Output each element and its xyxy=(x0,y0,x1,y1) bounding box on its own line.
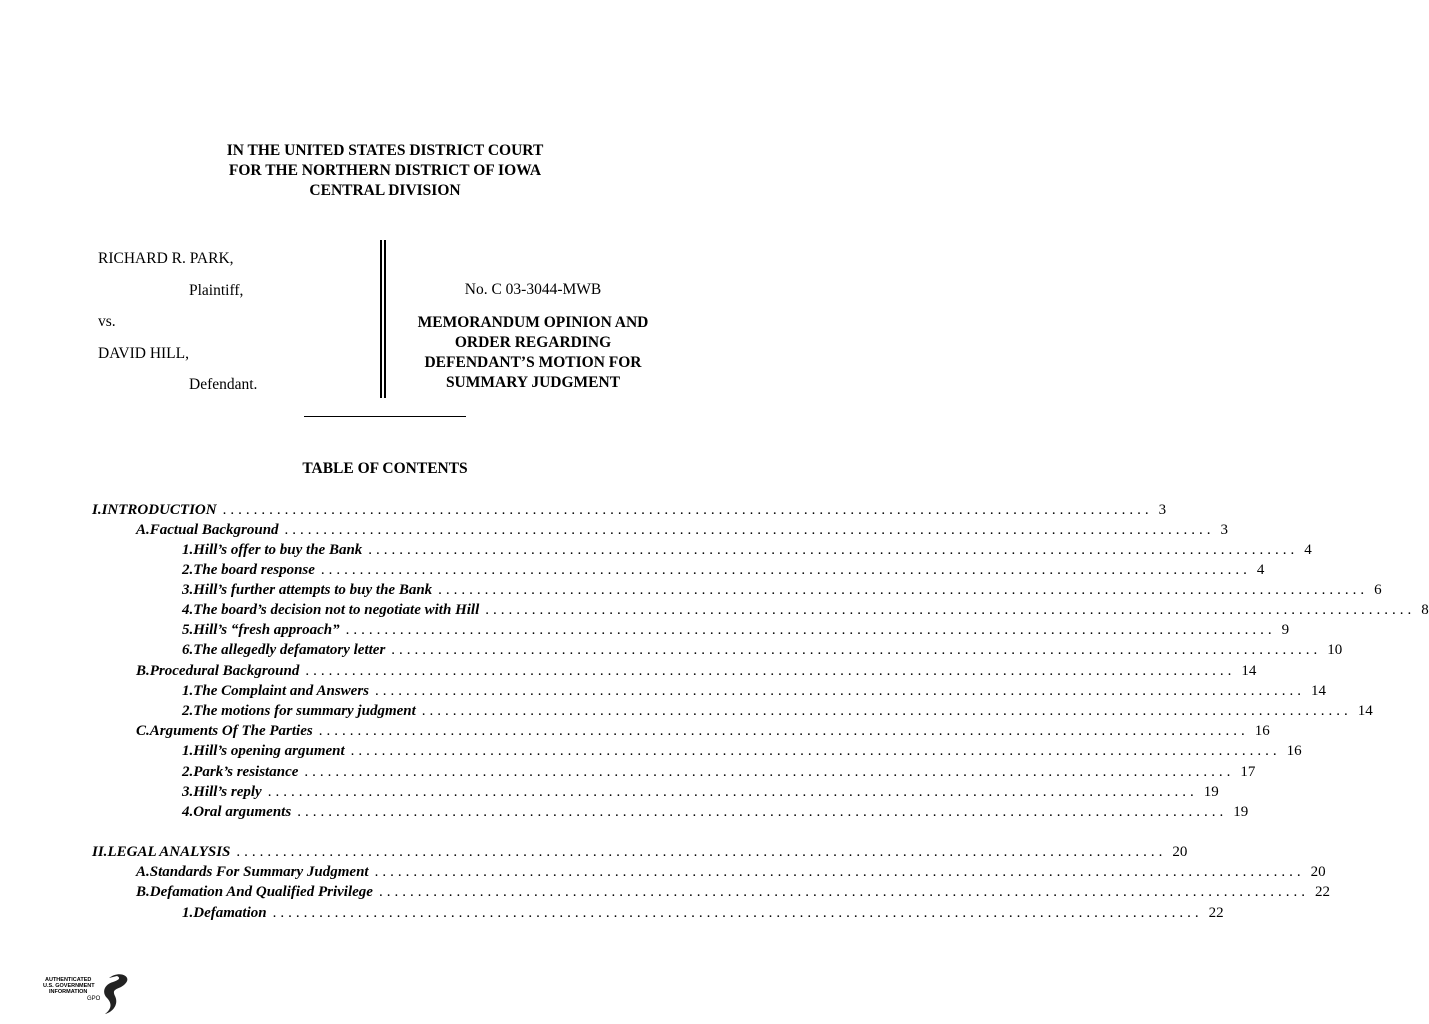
toc-entry-number: II. xyxy=(92,844,108,860)
toc-entry-label: LEGAL ANALYSIS xyxy=(107,844,231,860)
versus-label: vs. xyxy=(98,313,116,330)
toc-entry-page: 17 xyxy=(1240,764,1256,780)
toc-entry[interactable] xyxy=(182,762,1256,782)
toc-entry-number: 1. xyxy=(182,743,194,759)
toc-entry-page: 19 xyxy=(1203,784,1219,800)
toc-entry-page: 20 xyxy=(1172,844,1188,860)
toc-entry[interactable] xyxy=(136,882,1330,902)
toc-entry[interactable] xyxy=(182,802,1249,822)
toc-entry-number: A. xyxy=(136,864,150,880)
toc-entry[interactable] xyxy=(182,640,1343,660)
toc-entry[interactable] xyxy=(182,782,1219,802)
toc-entry-label: The motions for summary judgment xyxy=(193,703,416,719)
toc-entry[interactable] xyxy=(182,741,1302,761)
toc-leader-dots: ........................................................................................................................ xyxy=(272,905,1203,921)
toc-entry-label: Hill’s opening argument xyxy=(193,743,345,759)
toc-entry-page: 4 xyxy=(1256,562,1265,578)
toc-leader-dots: ........................................................................................................................ xyxy=(305,663,1236,679)
toc-entry-number: B. xyxy=(136,884,150,900)
toc-entry[interactable] xyxy=(92,500,1167,520)
toc-entry-page: 20 xyxy=(1310,864,1326,880)
toc-entry-page: 14 xyxy=(1311,683,1326,699)
document-title-line: MEMORANDUM OPINION AND xyxy=(417,314,649,331)
toc-entry-label: Arguments Of The Parties xyxy=(149,723,313,739)
toc-entry[interactable] xyxy=(182,903,1224,923)
defendant-name: DAVID HILL, xyxy=(98,345,189,362)
toc-entry-number: 2. xyxy=(182,764,194,780)
plaintiff-role: Plaintiff, xyxy=(189,282,244,299)
logo-line: AUTHENTICATED xyxy=(45,977,92,983)
plaintiff-name: RICHARD R. PARK, xyxy=(98,250,234,267)
toc-leader-dots: ........................................................................................................................ xyxy=(421,703,1352,719)
separator-line xyxy=(304,416,466,417)
logo-line: U.S. GOVERNMENT xyxy=(43,983,95,989)
toc-entry-label: The allegedly defamatory letter xyxy=(193,642,386,658)
toc-leader-dots: ........................................................................................................................ xyxy=(375,683,1305,699)
court-heading xyxy=(0,141,770,201)
document-title-line: DEFENDANT’S MOTION FOR xyxy=(424,354,642,371)
toc-entry-number: 1. xyxy=(182,905,194,921)
toc-entry-page: 6 xyxy=(1374,582,1382,598)
toc-entry-page: 4 xyxy=(1304,542,1312,558)
toc-leader-dots: ........................................................................................................................ xyxy=(485,602,1416,618)
toc-entry-number: 6. xyxy=(182,642,194,658)
toc-entry-page: 22 xyxy=(1314,884,1330,900)
court-line-3: CENTRAL DIVISION xyxy=(309,182,461,199)
toc-leader-dots: ........................................................................................................................ xyxy=(438,582,1369,598)
toc-leader-dots: ........................................................................................................................ xyxy=(222,502,1153,518)
logo-mark: GPO xyxy=(87,996,101,1002)
toc-leader-dots: ........................................................................................................................ xyxy=(350,743,1281,759)
toc-entry-label: Procedural Background xyxy=(149,663,300,679)
toc-entry-label: Standards For Summary Judgment xyxy=(149,864,369,880)
toc-entry[interactable] xyxy=(92,842,1188,862)
case-number: No. C 03-3044-MWB xyxy=(464,281,602,298)
toc-entry-label: Factual Background xyxy=(149,522,279,538)
toc-entry-page: 8 xyxy=(1421,602,1429,618)
eagle-icon xyxy=(99,972,133,1016)
toc-leader-dots: ........................................................................................................................ xyxy=(236,844,1167,860)
toc-entry-label: Hill’s offer to buy the Bank xyxy=(193,542,363,558)
defendant-role: Defendant. xyxy=(189,376,258,393)
toc-leader-dots: ........................................................................................................................ xyxy=(267,784,1198,800)
toc-entry-label: The Complaint and Answers xyxy=(193,683,369,699)
toc-entry-number: 1. xyxy=(182,542,194,558)
toc-entry[interactable] xyxy=(182,580,1382,600)
toc-entry-number: 4. xyxy=(182,602,194,618)
toc-entry[interactable] xyxy=(182,560,1265,580)
toc-entry-number: 5. xyxy=(182,622,194,638)
toc-entry-label: Oral arguments xyxy=(193,804,292,820)
document-title-line: SUMMARY JUDGMENT xyxy=(445,374,621,391)
toc-entry-page: 14 xyxy=(1357,703,1373,719)
toc-entry[interactable] xyxy=(136,862,1326,882)
toc-entry-label: The board response xyxy=(193,562,315,578)
logo-line: INFORMATION xyxy=(49,989,88,995)
toc-leader-dots: ........................................................................................................................ xyxy=(391,642,1322,658)
toc-entry-number: 3. xyxy=(182,582,194,598)
toc-entry-page: 3 xyxy=(1220,522,1229,538)
toc-leader-dots: ........................................................................................................................ xyxy=(345,622,1276,638)
toc-leader-dots: ........................................................................................................................ xyxy=(284,522,1215,538)
toc-entry-number: 2. xyxy=(182,562,194,578)
toc-leader-dots: ........................................................................................................................ xyxy=(320,562,1251,578)
toc-entry-page: 19 xyxy=(1233,804,1249,820)
toc-leader-dots: ........................................................................................................................ xyxy=(368,542,1299,558)
document-title-line: ORDER REGARDING xyxy=(454,334,612,351)
toc-leader-dots: ........................................................................................................................ xyxy=(304,764,1235,780)
toc-entry-number: 2. xyxy=(182,703,194,719)
toc-entry[interactable] xyxy=(182,600,1429,620)
toc-leader-dots: ........................................................................................................................ xyxy=(318,723,1249,739)
toc-entry-page: 16 xyxy=(1254,723,1270,739)
toc-leader-dots: ........................................................................................................................ xyxy=(297,804,1228,820)
caption-divider-right xyxy=(384,240,386,398)
toc-entry-label: Park’s resistance xyxy=(193,764,299,780)
toc-entry-number: 1. xyxy=(182,683,194,699)
toc-entry-page: 9 xyxy=(1281,622,1290,638)
toc-entry[interactable] xyxy=(182,540,1312,560)
toc-entry-label: INTRODUCTION xyxy=(101,502,217,518)
toc-entry-number: 4. xyxy=(182,804,194,820)
document-title xyxy=(388,313,678,393)
toc-leader-dots: ........................................................................................................................ xyxy=(378,884,1309,900)
court-line-1: IN THE UNITED STATES DISTRICT COURT xyxy=(226,142,544,159)
toc-entry-page: 14 xyxy=(1241,663,1257,679)
toc-entry-page: 3 xyxy=(1158,502,1167,518)
caption-divider-left xyxy=(380,240,382,398)
toc-entry-label: Defamation And Qualified Privilege xyxy=(149,884,373,900)
toc-entry-label: Defamation xyxy=(193,905,267,921)
toc-entry-number: I. xyxy=(92,502,102,518)
toc-entry[interactable] xyxy=(182,701,1373,721)
toc-entry-page: 22 xyxy=(1208,905,1224,921)
toc-entry[interactable] xyxy=(136,721,1270,741)
toc-entry-number: C. xyxy=(136,723,150,739)
toc-entry-page: 16 xyxy=(1286,743,1302,759)
toc-entry-label: The board’s decision not to negotiate with Hill xyxy=(193,602,480,618)
toc-entry-number: B. xyxy=(136,663,150,679)
toc-entry-number: A. xyxy=(136,522,150,538)
toc-title: TABLE OF CONTENTS xyxy=(302,460,468,477)
toc-leader-dots: ........................................................................................................................ xyxy=(374,864,1305,880)
gpo-authentication-logo xyxy=(43,972,133,1016)
toc-entry[interactable] xyxy=(136,661,1257,681)
toc-entry-label: Hill’s further attempts to buy the Bank xyxy=(193,582,433,598)
court-line-2: FOR THE NORTHERN DISTRICT OF IOWA xyxy=(228,162,542,179)
toc-entry[interactable] xyxy=(136,520,1229,540)
toc-entry-number: 3. xyxy=(182,784,194,800)
toc-entry-label: Hill’s “fresh approach” xyxy=(193,622,340,638)
toc-entry-page: 10 xyxy=(1327,642,1343,658)
toc-entry-label: Hill’s reply xyxy=(193,784,262,800)
toc-entry[interactable] xyxy=(182,681,1326,701)
toc-entry[interactable] xyxy=(182,620,1290,640)
